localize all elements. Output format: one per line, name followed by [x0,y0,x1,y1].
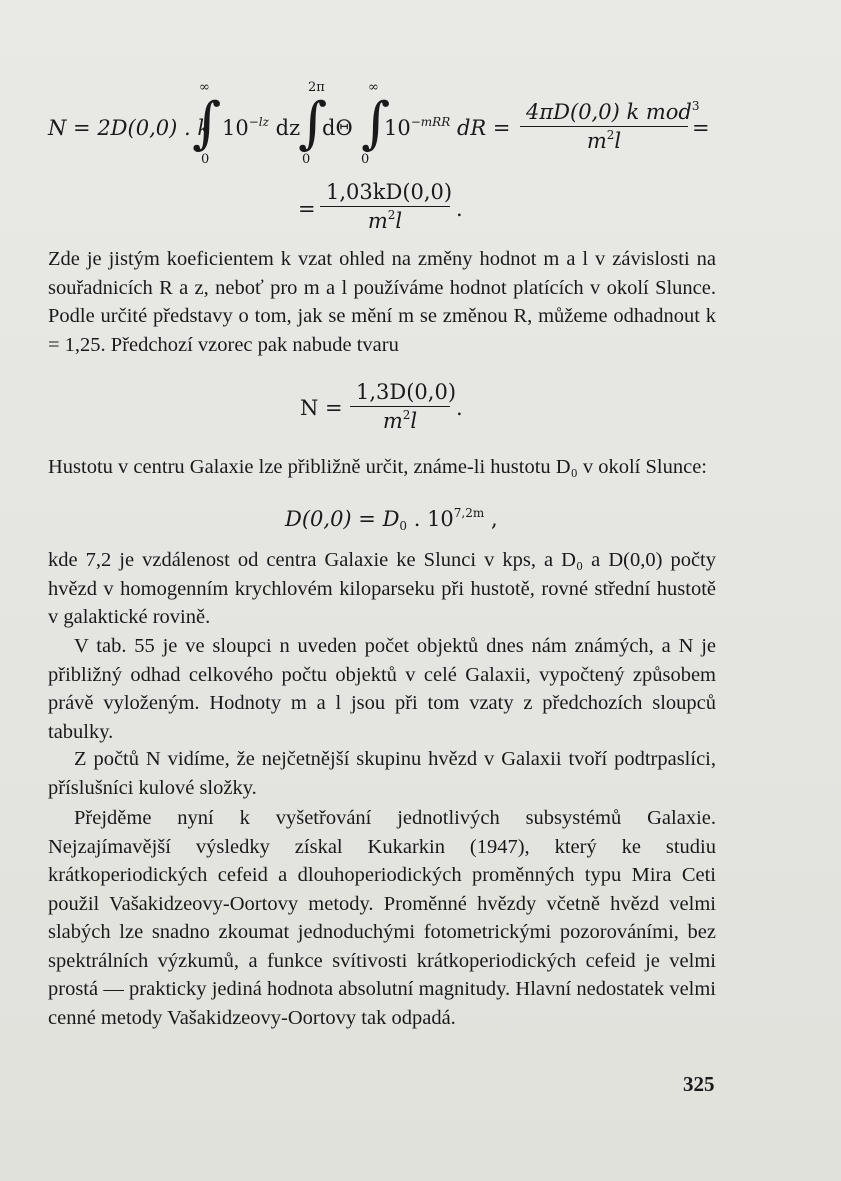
page-number: 325 [683,1072,715,1096]
equation-2-numerator: 1,03kD(0,0) [320,180,450,207]
equation-2-period: . [456,197,463,221]
equation-1-numerator: 4πD(0,0) k mod$^3$ [520,100,688,127]
equation-3-denominator: $m^2l$ [382,408,418,433]
equation-1-denominator: $m^2l$ [586,128,622,153]
integral-2-lower: 0 [302,152,311,167]
equation-3-fraction [350,380,457,433]
paragraph-2: Hustotu v centru Galaxie lze přibližně určit, známe-li hustotu D₀ v okolí Slunce: [48,456,707,478]
integral-3-lower: 0 [361,152,370,167]
paragraph-4: V tab. 55 je ve sloupci n uveden počet objektů dnes nám známých, a N je přibližný odhad celkového počtu objektů v celé Galaxii, vypočtený způsobem právě vyloženým. Hodnoty m a l jsou při tom vzaty z předchozích sloupců tabulky. [48,635,716,743]
equation-3-period: . [456,396,463,420]
equation-2-fraction [320,180,453,233]
integral-sign-1: ∫ [192,91,222,156]
integral-3-body: $10^{-mRR}$ dR = [384,115,511,140]
paragraph-6: Přejděme nyní k vyšetřování jednotlivých subsystémů Galaxie. Nejzajímavější výsledky získal Kukarkin (1947), který ke studiu krátkoperiodických cefeid a dlouhoperiodických proměnných typu Mira Ceti použil Vašakidzeovy-Oortovy metody. Proměnné hvězdy včetně hvězd velmi slabých lze snadno zkoumat jednoduchými fotometrickými pozorováními, bez spektrálních výzkumů, a funkce svítivosti krátkoperiodických cefeid je velmi prostá — prakticky jediná hodnota absolutní magnitudy. Hlavní nedostatek velmi cenné metody Vašakidzeovy-Oortovy tak odpadá. [48,807,716,1029]
integral-1-lower: 0 [201,152,210,167]
equation-3-numerator: 1,3D(0,0) [350,380,450,407]
paragraph-5: Z počtů N vidíme, že nejčetnější skupinu hvězd v Galaxii tvoří podtrpaslíci, příslušníci kulové složky. [48,748,716,799]
integral-1-body: $10^{-lz}$ dz [222,115,301,140]
equation-2-denominator: $m^2l$ [367,208,403,233]
integral-1-upper: ∞ [199,80,210,95]
equation-2-equals: = [298,197,316,221]
equation-1-fraction [520,99,700,153]
equation-3-lhs: N = [300,396,343,420]
equation-1-trailing-equals: = [692,116,710,140]
integral-sign-3: ∫ [361,91,391,156]
integral-sign-2: ∫ [298,91,328,156]
integral-2-upper: 2π [308,80,325,95]
paragraph-1: Zde je jistým koeficientem k vzat ohled na změny hodnot m a l v závislosti na souřadnicích R a z, neboť pro m a l používáme hodnot platících v okolí Slunce. Podle určité představy o tom, jak se mění m se změnou R, můžeme odhadnout k = 1,25. Předchozí vzorec pak nabude tvaru [48,248,716,356]
equation-4: $D(0,0) = D_0$ . $10^{7,2m}$ , [285,506,498,533]
paragraph-3: kde 7,2 je vzdálenost od centra Galaxie ke Slunci v kps, a D₀ a D(0,0) počty hvězd v homogenním krychlovém kiloparseku při hustotě, rovné střední hustotě v galaktické rovině. [48,549,716,628]
integral-3-upper: ∞ [368,80,379,95]
integral-2-body: dΘ [322,116,353,140]
equation-1-lhs: N = 2D(0,0) . k [48,116,211,140]
